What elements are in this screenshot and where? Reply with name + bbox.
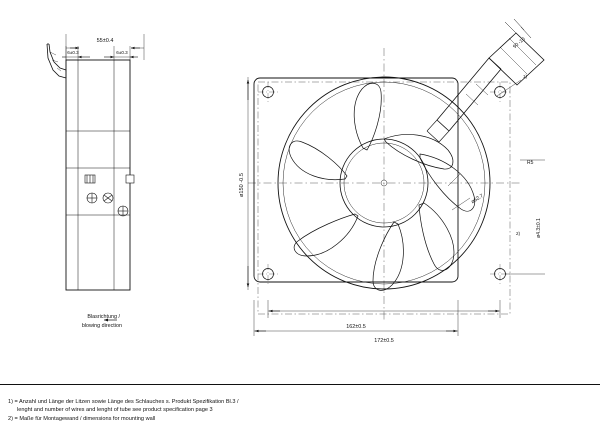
dim-mounting-hole: ø4.3±0.1 [536,218,542,238]
dim-housing-width: 172±0.5 [374,338,394,344]
ref-note-1: 1) [523,74,528,79]
note-1-en: lenght and number of wires and lenght of tube see product specification page 3 [17,407,213,414]
dim-hub-diameter: ø62.7 [470,193,485,206]
dim-cable-length: 90 -10 [511,36,527,51]
ref-note-2: 2) [516,231,521,236]
side-view-group [47,34,144,320]
label-blowing-direction-en: blowing direction [81,323,122,329]
label-blowing-direction-de: Blasrichtung / [87,314,120,320]
dim-outer-diameter: ø150 -0.5 [239,173,245,197]
dim-flange-right: 6±0.3 [116,50,128,55]
front-view-group [248,19,545,336]
dim-corner-radius: R5 [527,160,534,166]
dim-bolt-circle: 162±0.5 [346,324,366,330]
note-2: 2) = Maße für Montagewand / dimensions for mounting wall [8,415,156,422]
note-1-de: 1) = Anzahl und Länge der Litzen sowie Länge des Schlauches s. Produkt Spezifikation Bl.3 / [8,398,239,405]
dim-flange-left: 6±0.3 [67,50,79,55]
drawing-notes [8,398,592,423]
notes-divider [0,384,600,385]
dim-overall-depth: 55±0.4 [96,38,114,44]
